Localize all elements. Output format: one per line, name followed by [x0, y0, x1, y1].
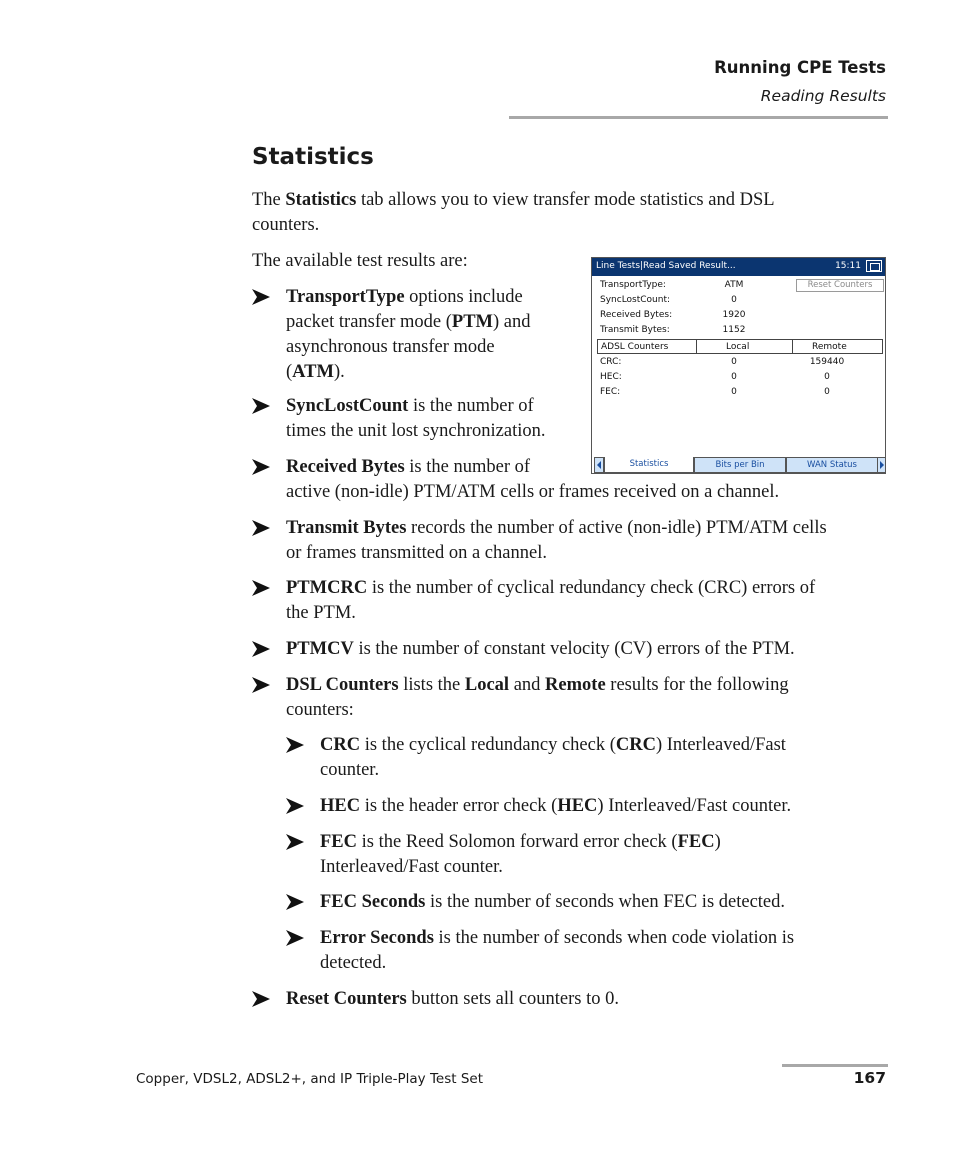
- counter-label-crc: CRC:: [600, 357, 622, 367]
- row-value-sync-lost-count: 0: [731, 295, 737, 305]
- row-label-transport-type: TransportType:: [600, 280, 666, 290]
- bullet-arrow-icon: [286, 737, 304, 753]
- intro-paragraph: The Statistics tab allows you to view transfer mode statistics and DSL counters.: [252, 190, 775, 235]
- page-number: 167: [853, 1069, 886, 1087]
- row-value-transport-type: ATM: [724, 280, 744, 290]
- row-label-transmit-bytes: Transmit Bytes:: [600, 325, 670, 335]
- tab-statistics[interactable]: Statistics: [604, 457, 694, 473]
- tab-bits-per-bin[interactable]: Bits per Bin: [694, 457, 786, 473]
- bullet-arrow-icon: [286, 930, 304, 946]
- ok-close-icon[interactable]: [866, 260, 882, 272]
- bullet-arrow-icon: [252, 289, 270, 305]
- available-results-text: The available test results are:: [252, 251, 468, 271]
- bullet-arrow-icon: [252, 677, 270, 693]
- bullet-arrow-icon: [252, 398, 270, 414]
- row-label-sync-lost-count: SyncLostCount:: [600, 295, 671, 305]
- counter-label-fec: FEC:: [600, 387, 621, 397]
- header-adsl-counters: ADSL Counters: [601, 342, 669, 352]
- bullet-arrow-icon: [252, 459, 270, 475]
- counter-remote-hec: 0: [824, 372, 830, 382]
- counter-local-crc: 0: [731, 357, 737, 367]
- counter-local-hec: 0: [731, 372, 737, 382]
- bullet-arrow-icon: [252, 520, 270, 536]
- screenshot-tab-bar: [592, 457, 885, 474]
- bullet-arrow-icon: [252, 580, 270, 596]
- bullet-arrow-icon: [252, 991, 270, 1007]
- tab-wan-status[interactable]: WAN Status: [786, 457, 878, 473]
- screenshot-title-bar: [592, 258, 885, 276]
- row-value-received-bytes: 1920: [722, 310, 746, 320]
- adsl-counters-header: [597, 339, 883, 354]
- bullet-arrow-icon: [286, 894, 304, 910]
- counter-remote-fec: 0: [824, 387, 830, 397]
- header-local: Local: [726, 342, 750, 352]
- counter-label-hec: HEC:: [600, 372, 622, 382]
- running-header-section: Reading Results: [760, 87, 886, 105]
- row-label-received-bytes: Received Bytes:: [600, 310, 673, 320]
- statistics-screenshot: [591, 257, 886, 474]
- running-header-chapter: Running CPE Tests: [714, 58, 886, 77]
- counter-local-fec: 0: [731, 387, 737, 397]
- row-value-transmit-bytes: 1152: [722, 325, 746, 335]
- bullet-arrow-icon: [252, 641, 270, 657]
- footer-product-name: Copper, VDSL2, ADSL2+, and IP Triple-Play Test Set: [136, 1071, 484, 1087]
- screenshot-title: Line Tests|Read Saved Result...: [596, 261, 736, 271]
- bullet-arrow-icon: [286, 798, 304, 814]
- tab-scroll-left-icon[interactable]: [594, 457, 604, 473]
- reset-counters-button[interactable]: Reset Counters: [796, 279, 884, 292]
- tab-scroll-right-icon[interactable]: [877, 457, 886, 473]
- header-remote: Remote: [812, 342, 847, 352]
- screenshot-clock: 15:11: [835, 261, 861, 271]
- bullet-arrow-icon: [286, 834, 304, 850]
- counter-remote-crc: 159440: [809, 357, 845, 367]
- header-rule: [509, 116, 888, 119]
- section-title: Statistics: [252, 144, 374, 170]
- footer-rule: [782, 1064, 888, 1067]
